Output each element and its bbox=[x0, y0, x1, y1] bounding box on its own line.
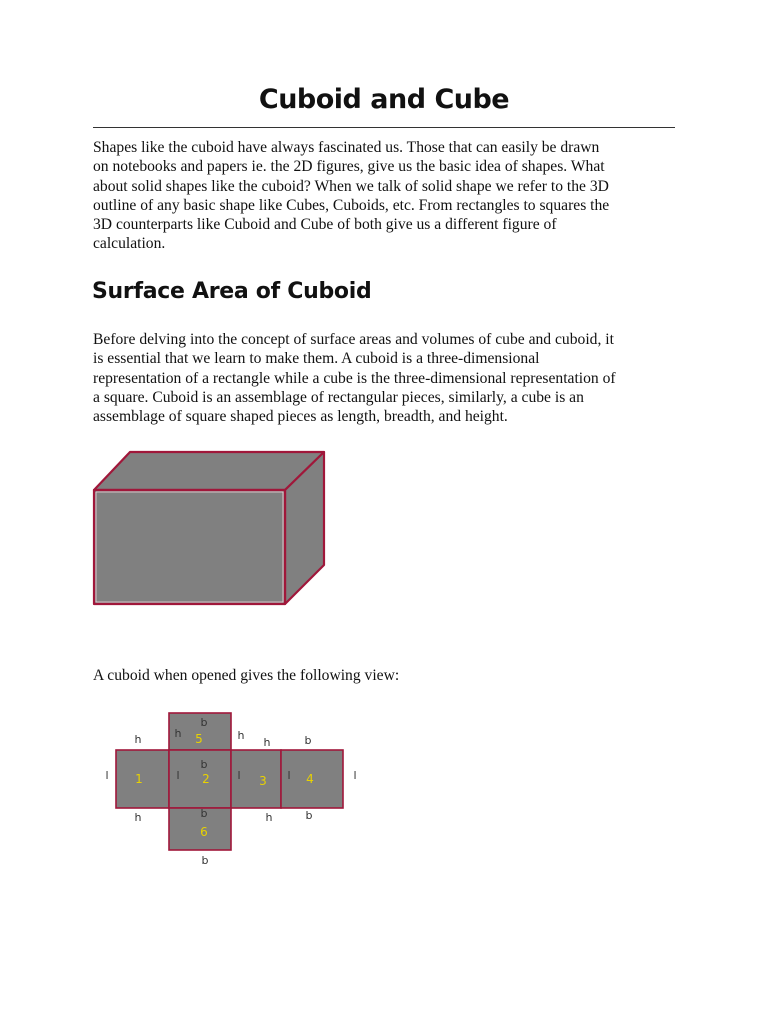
net-number-3: 3 bbox=[259, 774, 267, 788]
net-label-b: b bbox=[305, 809, 313, 822]
net-label-b: b bbox=[200, 807, 208, 820]
net-label-l: l bbox=[287, 769, 291, 782]
net-label-l: l bbox=[353, 769, 357, 782]
cuboid-figure bbox=[88, 447, 332, 611]
net-label-h: h bbox=[134, 811, 142, 824]
intro-line: Shapes like the cuboid have always fascinated us. Those that can easily be drawn bbox=[93, 139, 600, 156]
net-label-l: l bbox=[237, 769, 241, 782]
net-label-h: h bbox=[263, 736, 271, 749]
document-title: Cuboid and Cube bbox=[258, 84, 510, 115]
section-line: a square. Cuboid is an assemblage of rectangular pieces, similarly, a cube is an bbox=[93, 388, 584, 406]
intro-line: 3D counterparts like Cuboid and Cube of both give us a different figure of bbox=[93, 216, 557, 234]
section-line: assemblage of square shaped pieces as length, breadth, and height. bbox=[93, 408, 508, 426]
net-caption-text: A cuboid when opened gives the following view: bbox=[93, 667, 400, 684]
net-caption bbox=[93, 666, 675, 685]
intro-line: about solid shapes like the cuboid? When we talk of solid shape we refer to the 3D bbox=[93, 177, 609, 195]
intro-line: calculation. bbox=[93, 235, 166, 253]
net-label-b: b bbox=[201, 854, 209, 867]
net-label-h: h bbox=[237, 729, 245, 742]
net-number-1: 1 bbox=[135, 772, 143, 786]
net-label-l: l bbox=[105, 769, 109, 782]
section-heading: Surface Area of Cuboid bbox=[92, 279, 372, 304]
section-paragraph bbox=[93, 330, 675, 426]
title-underline bbox=[93, 127, 675, 128]
net-label-b: b bbox=[304, 734, 312, 747]
cuboid-front-face bbox=[94, 490, 285, 604]
net-number-4: 4 bbox=[306, 772, 314, 786]
net-label-b: b bbox=[200, 716, 208, 729]
net-number-2: 2 bbox=[202, 772, 210, 786]
net-label-h: h bbox=[174, 727, 182, 740]
net-label-h: h bbox=[134, 733, 142, 746]
net-number-5: 5 bbox=[195, 732, 203, 746]
net-label-l: l bbox=[176, 769, 180, 782]
intro-paragraph bbox=[93, 138, 675, 254]
intro-line: outline of any basic shape like Cubes, Cuboids, etc. From rectangles to squares the bbox=[93, 196, 610, 214]
section-line: is essential that we learn to make them. A cuboid is a three-dimensional bbox=[93, 350, 540, 368]
net-number-6: 6 bbox=[200, 825, 208, 839]
intro-line: on notebooks and papers ie. the 2D figures, give us the basic idea of shapes. What bbox=[93, 158, 605, 176]
cuboid-net-figure bbox=[95, 705, 370, 875]
section-line: representation of a rectangle while a cube is the three-dimensional representation of bbox=[93, 369, 616, 387]
net-label-h: h bbox=[265, 811, 273, 824]
section-line: Before delving into the concept of surface areas and volumes of cube and cuboid, it bbox=[93, 331, 614, 348]
net-label-b: b bbox=[200, 758, 208, 771]
